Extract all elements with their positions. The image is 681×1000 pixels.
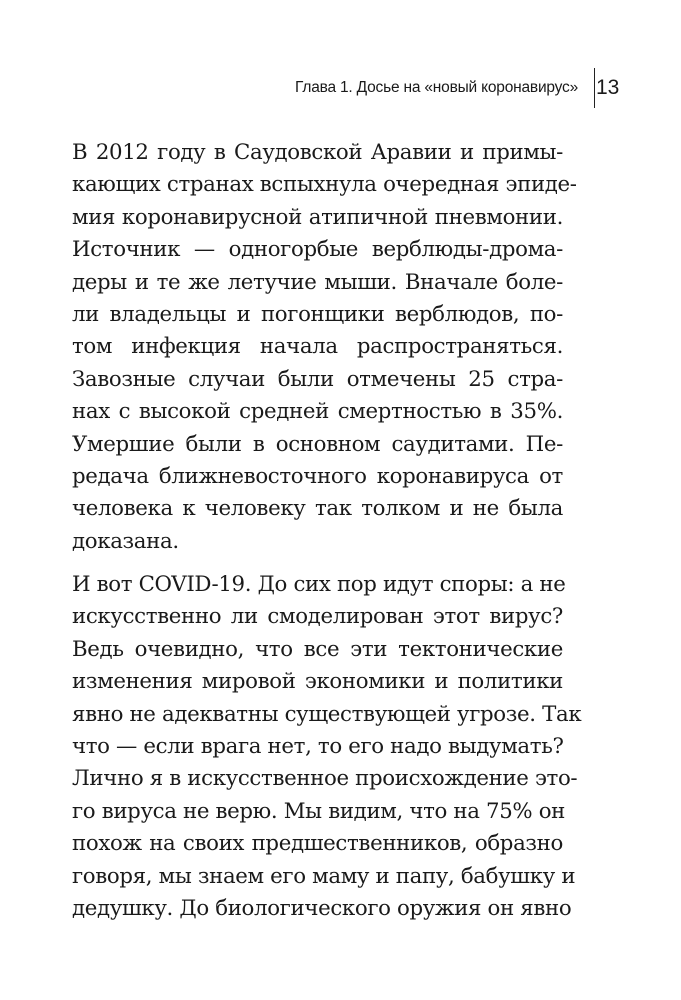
text-line: говоря, мы знаем его маму и папу, бабушку и (72, 863, 576, 889)
text-line: искусственно ли смоделирован этот вирус? (72, 604, 563, 630)
running-head (295, 68, 595, 108)
text-line: похож на своих предшественников, образно (72, 831, 563, 857)
text-line: В 2012 году в Саудовской Аравии и примы- (72, 140, 563, 165)
text-line: деры и те же летучие мыши. Вначале боле- (72, 269, 563, 295)
text-line: Лично я в искусственное происхождение это- (72, 766, 578, 792)
text-line: дедушку. До биологического оружия он явно (72, 895, 572, 921)
chapter-title: Глава 1. Досье на «новый коронавирус» (295, 68, 595, 108)
text-line: кающих странах вспыхнула очередная эпиде- (72, 172, 577, 198)
text-line: Ведь очевидно, что все эти тектонические (72, 636, 563, 662)
text-line: доказана. (72, 528, 179, 554)
text-line: го вируса не верю. Мы видим, что на 75% он (72, 798, 566, 824)
text-line: явно не адекватны существующей угрозе. Так (72, 701, 582, 727)
text-line: человека к человеку так толком и не была (72, 496, 563, 522)
text-line: изменения мировой экономики и политики (72, 669, 563, 695)
paragraph (72, 137, 577, 558)
text-line: редача ближневосточного коронавируса от (72, 463, 563, 489)
text-line: мия коронавирусной атипичной пневмонии. (72, 204, 563, 230)
text-line: И вот COVID-19. До сих пор идут споры: а не (72, 572, 566, 598)
text-line: что — если врага нет, то его надо выдумать? (72, 734, 564, 760)
page-number: 13 (596, 76, 620, 99)
text-line: Умершие были в основном саудитами. Пе- (72, 431, 563, 457)
text-line: том инфекция начала распространяться. (72, 334, 563, 360)
text-line: Источник — одногорбые верблюды-дрома- (72, 237, 563, 263)
text-line: ли владельцы и погонщики верблюдов, по- (72, 301, 563, 327)
text-line: Завозные случаи были отмечены 25 стра- (72, 366, 563, 392)
text-line: нах с высокой средней смертностью в 35%. (72, 399, 563, 425)
paragraph (72, 569, 582, 925)
body-text (72, 137, 582, 925)
